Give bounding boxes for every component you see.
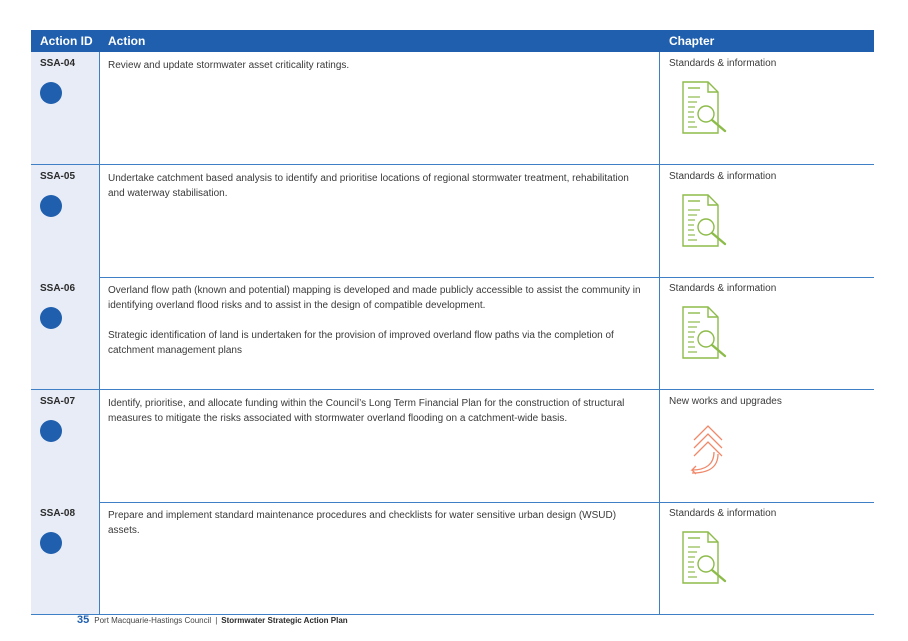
chapter-label: New works and upgrades: [669, 395, 782, 407]
action-id-cell: [31, 165, 100, 277]
chapter-cell: [660, 52, 874, 164]
status-dot-icon: [40, 420, 62, 442]
page-footer: [77, 614, 348, 626]
action-paragraph: Identify, prioritise, and allocate funding within the Council’s Long Term Financial Plan for the construction of structural measures to mitigate the risks associated with stormwater overland flooding on a catchment-wide basis.: [108, 397, 625, 424]
action-id-cell: [31, 390, 100, 502]
status-dot-icon: [40, 532, 62, 554]
action-paragraph: Strategic identification of land is undertaken for the provision of improved overland flow paths via the completion of catchment management plans: [108, 330, 614, 356]
document-search-icon: [680, 305, 732, 363]
table-header: [31, 30, 874, 52]
upgrade-arrows-icon: [680, 418, 732, 476]
action-id-cell: [31, 502, 100, 614]
action-text: [108, 171, 648, 216]
action-cell: [100, 277, 660, 389]
table-row: [31, 502, 874, 615]
action-text: [108, 396, 648, 441]
table-row: [31, 52, 874, 165]
page-number: 35: [77, 614, 90, 626]
document-search-icon: [680, 80, 732, 138]
footer-document-title: Stormwater Strategic Action Plan: [221, 616, 348, 625]
chapter-cell: [660, 165, 874, 277]
action-id-cell: [31, 277, 100, 389]
action-id: SSA-08: [40, 508, 76, 519]
action-cell: [100, 390, 660, 502]
chapter-label: Standards & information: [669, 283, 777, 294]
action-cell: [100, 502, 660, 614]
status-dot-icon: [40, 195, 62, 217]
chapter-label: Standards & information: [669, 508, 777, 519]
chapter-label: Standards & information: [669, 170, 777, 182]
action-paragraph: Undertake catchment based analysis to identify and prioritise locations of regional stormwater treatment, rehabilitation and waterway stabilisation.: [108, 172, 629, 199]
action-paragraph: Review and update stormwater asset criticality ratings.: [108, 60, 350, 71]
action-id: SSA-06: [40, 283, 76, 294]
action-text: [108, 508, 648, 553]
action-cell: [100, 165, 660, 277]
action-id: SSA-05: [40, 170, 76, 182]
status-dot-icon: [40, 307, 62, 329]
action-id-cell: [31, 52, 100, 164]
action-text: [108, 283, 648, 373]
action-text: [108, 58, 648, 88]
table-row: [31, 277, 874, 390]
header-action-id: Action ID: [40, 34, 93, 48]
chapter-cell: [660, 502, 874, 614]
document-search-icon: [680, 530, 732, 588]
table-row: [31, 390, 874, 503]
chapter-cell: [660, 277, 874, 389]
action-paragraph: Prepare and implement standard maintenance procedures and checklists for water sensitive urban design (WSUD) assets.: [108, 510, 617, 536]
footer-organisation: Port Macquarie-Hastings Council: [94, 616, 212, 625]
footer-separator: |: [215, 616, 218, 625]
header-chapter: Chapter: [669, 34, 715, 48]
action-id: SSA-07: [40, 395, 76, 407]
document-search-icon: [680, 193, 732, 251]
header-action: Action: [108, 34, 146, 48]
status-dot-icon: [40, 82, 62, 104]
table-row: [31, 165, 874, 278]
action-cell: [100, 52, 660, 164]
chapter-cell: [660, 390, 874, 502]
chapter-label: Standards & information: [669, 58, 777, 69]
action-paragraph: Overland flow path (known and potential) mapping is developed and made publicly accessible to assist the community in identifying overland flood risks and to assist in the design of compatible development.: [108, 285, 641, 311]
action-id: SSA-04: [40, 58, 76, 69]
